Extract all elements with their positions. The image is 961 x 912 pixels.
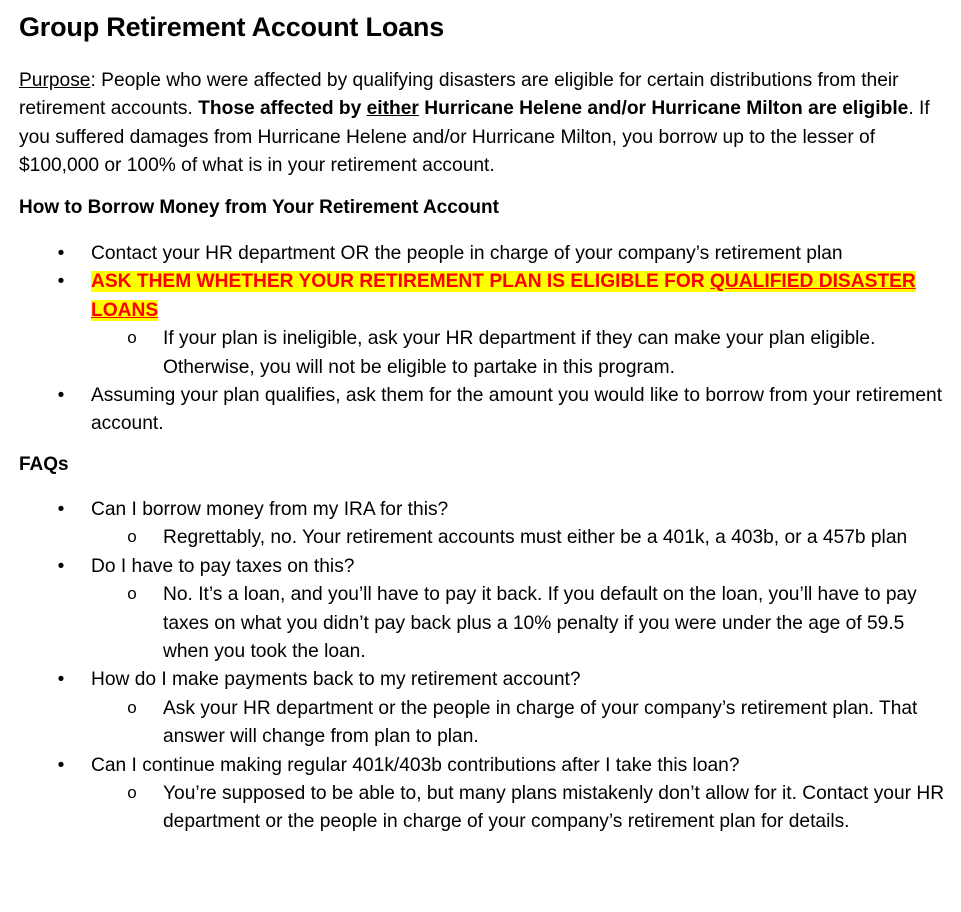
faq-item [0,666,955,751]
faqs-heading: FAQs [19,454,69,475]
how-to-heading: How to Borrow Money from Your Retirement Account [19,197,499,218]
how-to-list [0,240,955,439]
qualified-disaster-loans-text: QUALIFIED DISASTER LOANS [91,271,916,321]
sub-bullet-icon: o [127,527,137,547]
highlighted-callout [91,271,916,320]
how-to-item-2-sub: If your plan is ineligible, ask your HR department if they can make your plan eligible. Otherwise, you will not be eligible to partake in this program. [163,328,876,378]
faq-answer: No. It’s a loan, and you’ll have to pay it back. If you default on the loan, you’ll have to pay taxes on what you didn’t pay back plus a 10% penalty if you were under the age of 59.5 when you took the loan. [163,584,917,663]
list-item [91,780,955,837]
bullet-icon: • [57,499,65,520]
purpose-paragraph [19,67,951,181]
faq-question: Can I continue making regular 401k/403b contributions after I take this loan? [91,754,740,776]
how-to-item-1: Contact your HR department OR the people in charge of your company’s retirement plan [91,243,843,264]
list-item [91,695,955,752]
bullet-icon: • [57,243,65,264]
faq-answer: Regrettably, no. Your retirement accounts must either be a 401k, a 403b, or a 457b plan [163,527,908,549]
bullet-icon: • [57,669,65,691]
faq-question: Do I have to pay taxes on this? [91,555,355,577]
list-item [0,240,955,268]
faq-answer: You’re supposed to be able to, but many plans mistakenly don’t allow for it. Contact your HR department or the people in charge of your company’s retirement plan for details. [163,783,945,833]
faq-answer-list [91,780,955,837]
how-to-item-2: ASK THEM WHETHER YOUR RETIREMENT PLAN IS ELIGIBLE FOR [91,271,710,293]
sub-bullet-icon: o [127,783,137,803]
bullet-icon: • [57,271,65,293]
purpose-bold-1: Those affected by [198,98,367,120]
purpose-colon: : [90,70,96,91]
list-item [91,325,955,382]
sub-bullet-icon: o [127,697,137,717]
bullet-icon: • [57,555,65,577]
list-item [91,524,955,552]
faq-item [0,496,955,553]
list-item [0,382,955,439]
faq-list [0,496,955,837]
faq-item [0,752,955,837]
purpose-text-2: . If you suffered damages from Hurricane Helene and/or Hurricane Milton, you borrow up to the lesser of $100,000 or 100% of what is in your retirement account. [19,98,930,177]
faq-question: Can I borrow money from my IRA for this? [91,499,449,520]
sub-bullet-icon: o [127,584,137,604]
sub-bullet-icon: o [127,328,137,348]
faq-answer: Ask your HR department or the people in charge of your company’s retirement plan. That answer will change from plan to plan. [163,697,918,748]
purpose-text-1: People who were affected by qualifying disasters are eligible for certain distributions from their retirement accounts. [19,70,899,120]
bullet-icon: • [57,754,65,776]
how-to-sublist [91,325,955,382]
how-to-item-3: Assuming your plan qualifies, ask them for the amount you would like to borrow from your retirement account. [91,385,943,435]
purpose-label: Purpose [19,70,91,91]
list-item [0,268,955,382]
faq-answer-list [91,581,955,666]
faq-answer-list [91,695,955,752]
faq-item [0,553,955,667]
bullet-icon: • [57,385,65,407]
faq-question: How do I make payments back to my retirement account? [91,669,581,691]
purpose-bold-2: Hurricane Helene and/or Hurricane Milton are eligible [418,98,909,120]
purpose-bold-either: either [366,98,419,120]
faq-answer-list [91,524,955,552]
list-item [91,581,955,666]
page-title: Group Retirement Account Loans [19,12,445,42]
